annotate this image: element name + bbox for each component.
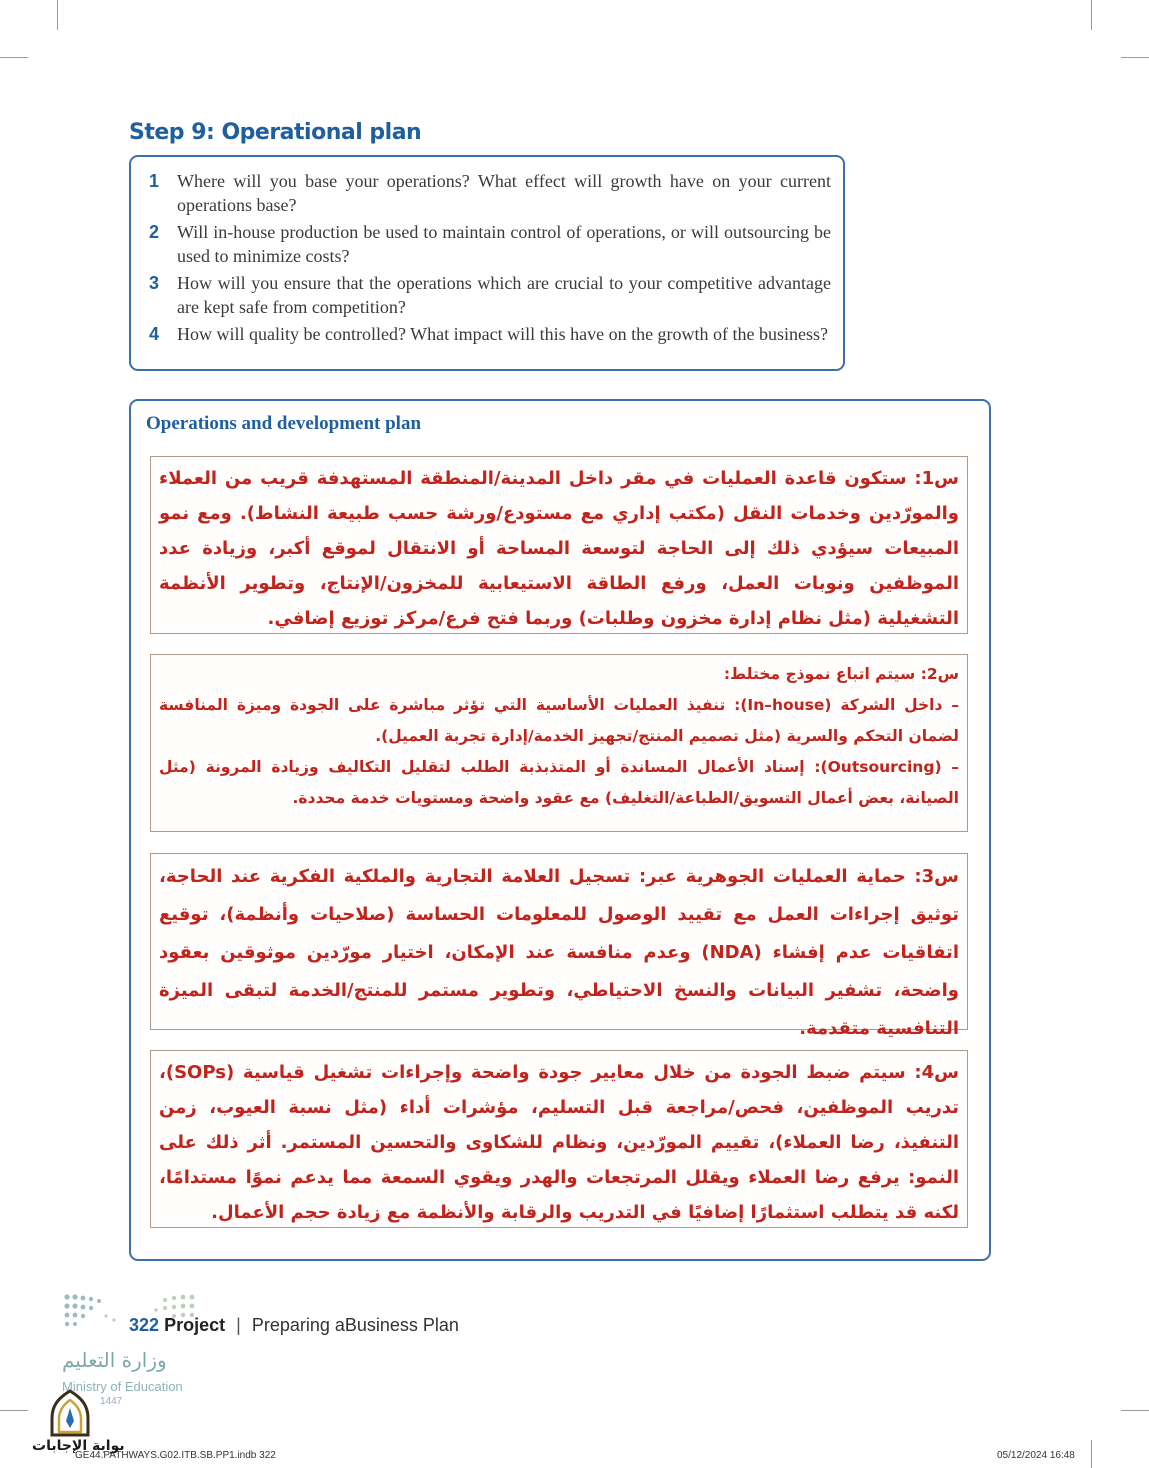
answer-field-3[interactable] [150,853,968,1039]
answer-text: س1: ستكون قاعدة العمليات في مقر داخل المدينة/المنطقة المستهدفة قريب من العملاء والمورّدين وخدمات النقل (مكتب إداري مع مستودع/ورشة حسب طبيعة النشاط). ومع نمو المبيعات سيؤدي ذلك إلى الحاجة لتوسعة المساحة أو الانتقال لموقع أكبر، وزيادة عدد الموظفين ونوبات العمل، ورفع الطاقة الاستيعابية للمخزون/الإنتاج، وتطوير الأنظمة التشغيلية (مثل نظام إدارة مخزون وطلبات) وربما فتح فرع/مركز توزيع إضافي. [159,468,959,629]
footer-subtitle: Preparing aBusiness Plan [251,1315,459,1335]
crop-mark [1091,0,1092,30]
answer-field-4[interactable] [150,1050,968,1228]
answer-line: – داخل الشركة (In–house): تنفيذ العمليات الأساسية التي تؤثر مباشرة على الجودة وميزة المنافسة لضمان التحكم والسرية (مثل تصميم المنتج/تجهيز الخدمة/إدارة تجربة العميل). [159,696,959,745]
answer-text: س3: حماية العمليات الجوهرية عبر: تسجيل العلامة التجارية والملكية الفكرية عند الحاجة، توثيق إجراءات العمل مع تقييد الوصول للمعلومات الحساسة (صلاحيات وأنظمة)، توقيع اتفاقيات عدم إفشاء (NDA) وعدم منافسة عند الإمكان، اختيار مورّدين موثوقين بعقود واضحة، تشفير البيانات والنسخ الاحتياطي، وتطوير مستمر للمنتج/الخدمة لتبقى الميزة التنافسية متقدمة. [159,866,959,1039]
ministry-name-english: Ministry of Education [62,1379,183,1394]
question-item [131,220,831,268]
answer-text: س4: سيتم ضبط الجودة من خلال معايير جودة واضحة وإجراءات تشغيل قياسية (SOPs)، تدريب الموظفين، فحص/مراجعة قبل التسليم، مؤشرات أداء (مثل نسبة العيوب، زمن التنفيذ، رضا العملاء)، تقييم المورّدين، ونظام للشكاوى والتحسين المستمر. أثر ذلك على النمو: يرفع رضا العملاء ويقلل المرتجعات والهدر ويقوي السمعة مما يدعم نموًا مستدامًا، لكنه قد يتطلب استثمارًا إضافيًا في التدريب والرقابة والأنظمة مع زيادة حجم الأعمال. [159,1062,959,1223]
step-title: Step 9: Operational plan [129,120,422,145]
operations-plan-box [129,399,991,1261]
question-number: 1 [148,171,159,191]
question-number: 3 [148,273,159,293]
question-number: 4 [148,324,159,344]
answer-field-2[interactable] [150,654,968,832]
answer-line: – (Outsourcing): إسناد الأعمال المساندة أو المتذبذبة الطلب لتقليل التكاليف وزيادة المرونة (مثل الصيانة، بعض أعمال التسويق/الطباعة/التغليف) مع عقود واضحة ومستويات خدمة محددة. [159,758,959,807]
site-logo-text: بوابة الإجابات [32,1438,125,1454]
crop-mark [1091,1440,1092,1468]
answer-field-1[interactable] [150,456,968,634]
question-text: How will you ensure that the operations which are crucial to your competitive advantage are kept safe from competition? [177,273,831,317]
question-text: Will in-house production be used to maintain control of operations, or will outsourcing be used to minimize costs? [177,222,831,266]
ministry-name-arabic: وزارة التعليم [62,1348,167,1372]
print-slug-date: 05/12/2024 16:48 [997,1450,1075,1461]
question-item [131,322,831,346]
operations-plan-title: Operations and development plan [146,413,422,434]
crop-mark [0,1410,28,1411]
answer-line: س2: سيتم اتباع نموذج مختلط: [723,665,959,683]
crop-mark [0,57,28,58]
question-item [131,169,831,217]
question-list [131,157,843,346]
page-footer [129,1315,459,1336]
footer-separator: | [236,1315,241,1335]
ministry-year: 1447 [100,1396,123,1407]
question-text: How will quality be controlled? What impact will this have on the growth of the business? [177,324,829,344]
mosque-logo-icon [44,1388,96,1438]
questions-box [129,155,845,371]
crop-mark [1121,1410,1149,1411]
footer-project-label: Project [164,1315,226,1335]
print-slug-file: GE44.PATHWAYS.G02.ITB.SB.PP1.indb 322 [75,1450,276,1461]
crop-mark [1121,57,1149,58]
crop-mark [57,0,58,30]
question-item [131,271,831,319]
question-number: 2 [148,222,159,242]
question-text: Where will you base your operations? What effect will growth have on your current operations base? [177,171,831,215]
page-number: 322 [129,1315,160,1335]
